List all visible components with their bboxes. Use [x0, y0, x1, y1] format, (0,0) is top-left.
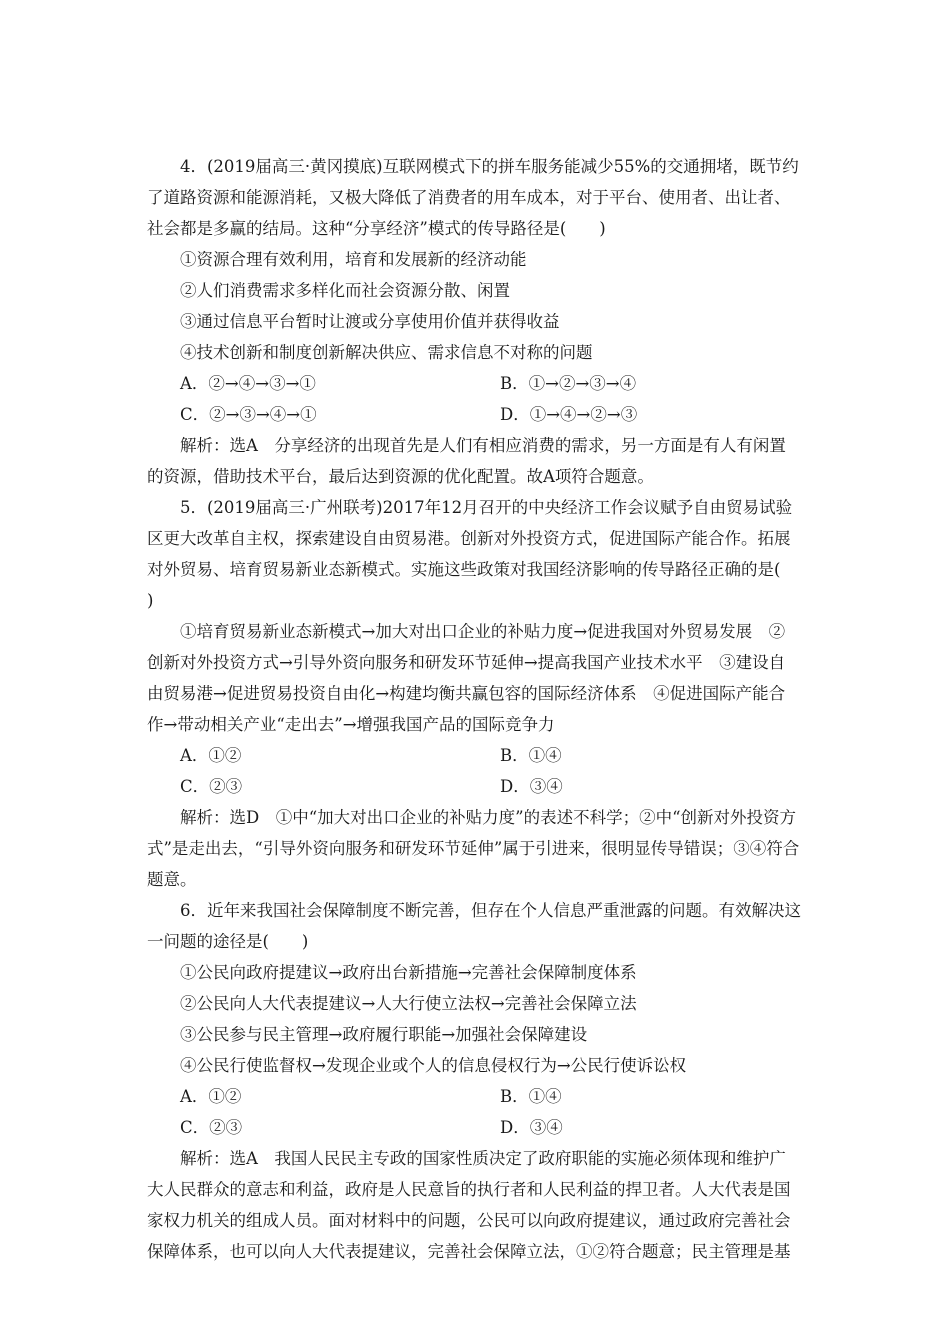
question-stem-line: 对外贸易、培育贸易新业态新模式。实施这些政策对我国经济影响的传导路径正确的是( — [147, 560, 781, 579]
question-stem-line: 区更大改革自主权，探索建设自由贸易港。创新对外投资方式，促进国际产能合作。拓展 — [147, 529, 791, 548]
analysis-line: 保障体系，也可以向人大代表提建议，完善社会保障立法，①②符合题意；民主管理是基 — [147, 1242, 791, 1261]
question-stem-line: 一问题的途径是( ) — [147, 932, 309, 951]
analysis-line: 家权力机关的组成人员。面对材料中的问题，公民可以向政府提建议，通过政府完善社会 — [147, 1211, 791, 1230]
option-b: B．①④ — [500, 746, 562, 765]
question-5 — [147, 492, 807, 895]
analysis-line: 的资源，借助技术平台，最后达到资源的优化配置。故A项符合题意。 — [147, 467, 654, 486]
question-stem-line: 社会都是多赢的结局。这种“分享经济”模式的传导路径是( ) — [147, 219, 606, 238]
question-item: ①公民向政府提建议→政府出台新措施→完善社会保障制度体系 — [180, 963, 637, 982]
question-item: ④技术创新和制度创新解决供应、需求信息不对称的问题 — [180, 343, 593, 362]
analysis-line: 题意。 — [147, 870, 197, 889]
question-item: ①培育贸易新业态新模式→加大对出口企业的补贴力度→促进我国对外贸易发展 ② — [180, 622, 786, 641]
analysis-line: 式”是走出去，“引导外资向服务和研发环节延伸”属于引进来，很明显传导错误；③④符合 — [147, 839, 800, 858]
question-6 — [147, 895, 807, 1267]
analysis-line: 大人民群众的意志和利益，政府是人民意旨的执行者和人民利益的捍卫者。人大代表是国 — [147, 1180, 791, 1199]
question-stem-line: ) — [147, 591, 154, 610]
question-item: ①资源合理有效利用，培育和发展新的经济动能 — [180, 250, 527, 269]
question-item: 创新对外投资方式→引导外资向服务和研发环节延伸→提高我国产业技术水平 ③建设自 — [147, 653, 786, 672]
options-row — [147, 1112, 807, 1143]
options-row — [147, 740, 807, 771]
question-item: ④公民行使监督权→发现企业或个人的信息侵权行为→公民行使诉讼权 — [180, 1056, 687, 1075]
question-stem-line: 了道路资源和能源消耗，又极大降低了消费者的用车成本，对于平台、使用者、出让者、 — [147, 188, 791, 207]
options-row — [147, 1081, 807, 1112]
question-stem-line: 5．(2019届高三·广州联考)2017年12月召开的中央经济工作会议赋予自由贸易试验 — [180, 498, 793, 517]
options-row — [147, 771, 807, 802]
option-d: D．③④ — [500, 1118, 563, 1137]
option-b: B．①→②→③→④ — [500, 374, 637, 393]
options-row — [147, 368, 807, 399]
question-item: 由贸易港→促进贸易投资自由化→构建均衡共赢包容的国际经济体系 ④促进国际产能合 — [147, 684, 786, 703]
analysis-line: 解析：选D ①中“加大对出口企业的补贴力度”的表述不科学；②中“创新对外投资方 — [180, 808, 797, 827]
option-a: A．②→④→③→① — [180, 374, 316, 393]
question-item: ②人们消费需求多样化而社会资源分散、闲置 — [180, 281, 510, 300]
option-a: A．①② — [180, 746, 242, 765]
option-c: C．②③ — [180, 1118, 243, 1137]
question-item: ③通过信息平台暂时让渡或分享使用价值并获得收益 — [180, 312, 560, 331]
analysis-line: 解析：选A 分享经济的出现首先是人们有相应消费的需求，另一方面是有人有闲置 — [180, 436, 786, 455]
question-stem-line: 6．近年来我国社会保障制度不断完善，但存在个人信息严重泄露的问题。有效解决这 — [180, 901, 801, 920]
option-c: C．②→③→④→① — [180, 405, 317, 424]
analysis-line: 解析：选A 我国人民民主专政的国家性质决定了政府职能的实施必须体现和维护广 — [180, 1149, 786, 1168]
option-d: D．③④ — [500, 777, 563, 796]
option-d: D．①→④→②→③ — [500, 405, 638, 424]
option-c: C．②③ — [180, 777, 243, 796]
question-item: ③公民参与民主管理→政府履行职能→加强社会保障建设 — [180, 1025, 588, 1044]
option-a: A．①② — [180, 1087, 242, 1106]
question-item: ②公民向人大代表提建议→人大行使立法权→完善社会保障立法 — [180, 994, 637, 1013]
question-stem-line: 4．(2019届高三·黄冈摸底)互联网模式下的拼车服务能减少55%的交通拥堵，既节约 — [180, 157, 799, 176]
options-row — [147, 399, 807, 430]
question-4 — [147, 151, 807, 492]
question-item: 作→带动相关产业“走出去”→增强我国产品的国际竞争力 — [147, 715, 555, 734]
document-content — [147, 151, 807, 1267]
option-b: B．①④ — [500, 1087, 562, 1106]
